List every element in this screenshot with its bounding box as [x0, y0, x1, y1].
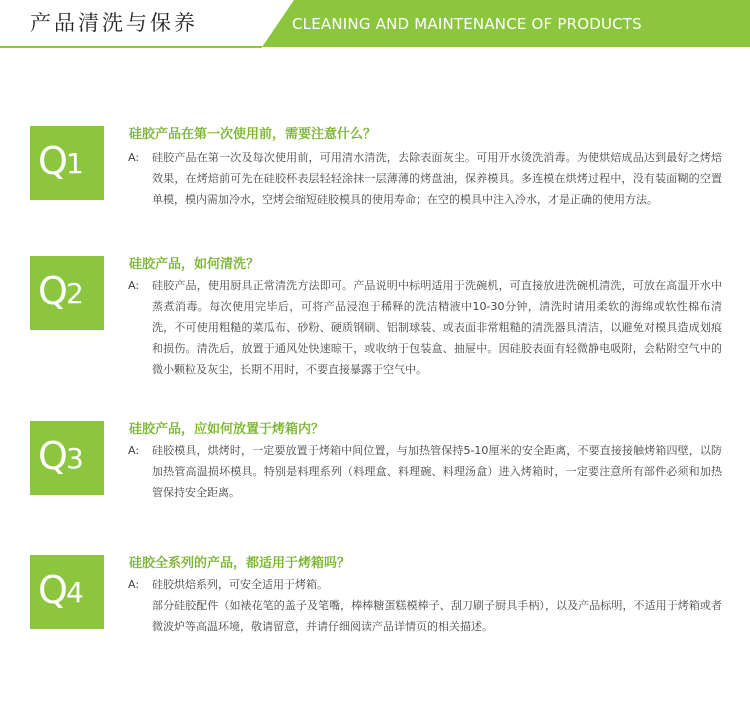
header-title-cn: 产品清洗与保养 — [30, 11, 198, 35]
q4-answer-extra: 部分硅胶配件（如裱花笔的盖子及笔嘴，棒棒糖蛋糕模棒子、刮刀刷子厨具手柄），以及产品标明，不适用于烤箱或者微波炉等高温环境，敬请留意，并请仔细阅读产品详情页的相关描述。 — [152, 599, 722, 633]
q4-badge-number: 4 — [66, 576, 84, 609]
q3-badge — [30, 421, 104, 495]
q1-badge-letter: Q — [38, 139, 68, 183]
q3-badge-letter: Q — [38, 434, 68, 478]
q1-question: 硅胶产品在第一次使用前，需要注意什么？ — [129, 127, 377, 142]
q2-badge — [30, 256, 104, 330]
q1-badge-number: 1 — [66, 147, 84, 180]
q4-answer-label: A: — [128, 578, 140, 591]
q1-answer: 硅胶产品在第一次及每次使用前，可用清水清洗，去除表面灰尘。可用开水烫洗消毒。为使烘焙成品达到最好之烤焙效果，在烤焙前可先在硅胶杯表层轻轻涂抹一层薄薄的烤盘油，保养模具。多连模在烘烤过程中，没有装面糊的空置单模，模内需加冷水，空烤会缩短硅胶模具的使用寿命；在空的模具中注入冷水，才是正确的使用方法。 — [152, 151, 722, 206]
section-header — [0, 0, 750, 47]
header-title-en: CLEANING AND MAINTENANCE OF PRODUCTS — [292, 15, 642, 33]
q2-answer-label: A: — [128, 279, 140, 292]
q1-answer-label: A: — [128, 151, 140, 164]
q3-answer: 硅胶模具，烘烤时，一定要放置于烤箱中间位置，与加热管保持5-10厘米的安全距离，不要直接接触烤箱四壁，以防加热管高温损坏模具。特别是料理系列（料理盒、料理碗、料理汤盒）进入烤箱时，一定要注意所有部件必须和加热管保持安全距离。 — [152, 444, 722, 499]
q4-badge — [30, 555, 104, 629]
q4-badge-letter: Q — [38, 568, 68, 612]
q3-question: 硅胶产品，应如何放置于烤箱内？ — [129, 422, 325, 437]
q1-badge — [30, 126, 104, 200]
q2-answer: 硅胶产品，使用厨具正常清洗方法即可。产品说明中标明适用于洗碗机，可直接放进洗碗机清洗，可放在高温开水中蒸煮消毒。每次使用完毕后，可将产品浸泡于稀释的洗洁精液中10-30分钟，清洗时请用柔软的海绵或软性棉布清洗，不可使用粗糙的菜瓜布、砂粉、硬质钢刷、铝制球装、或表面非常粗糙的清洗器具清洁，以避免对模具造成划痕和损伤。清洗后，放置于通风处快速晾干，或收纳于包装盒、抽屉中。因硅胶表面有轻微静电吸附，会粘附空气中的微小颗粒及灰尘，长期不用时，不要直接暴露于空气中。 — [152, 279, 722, 376]
q2-question: 硅胶产品，如何清洗？ — [129, 257, 260, 272]
q3-badge-number: 3 — [66, 442, 84, 475]
header-underline — [0, 46, 262, 48]
q4-answer: 硅胶烘焙系列，可安全适用于烤箱。 — [152, 578, 328, 591]
q3-answer-label: A: — [128, 444, 140, 457]
q2-badge-number: 2 — [66, 277, 84, 310]
q4-question: 硅胶全系列的产品，都适用于烤箱吗？ — [129, 556, 351, 571]
q2-badge-letter: Q — [38, 269, 68, 313]
